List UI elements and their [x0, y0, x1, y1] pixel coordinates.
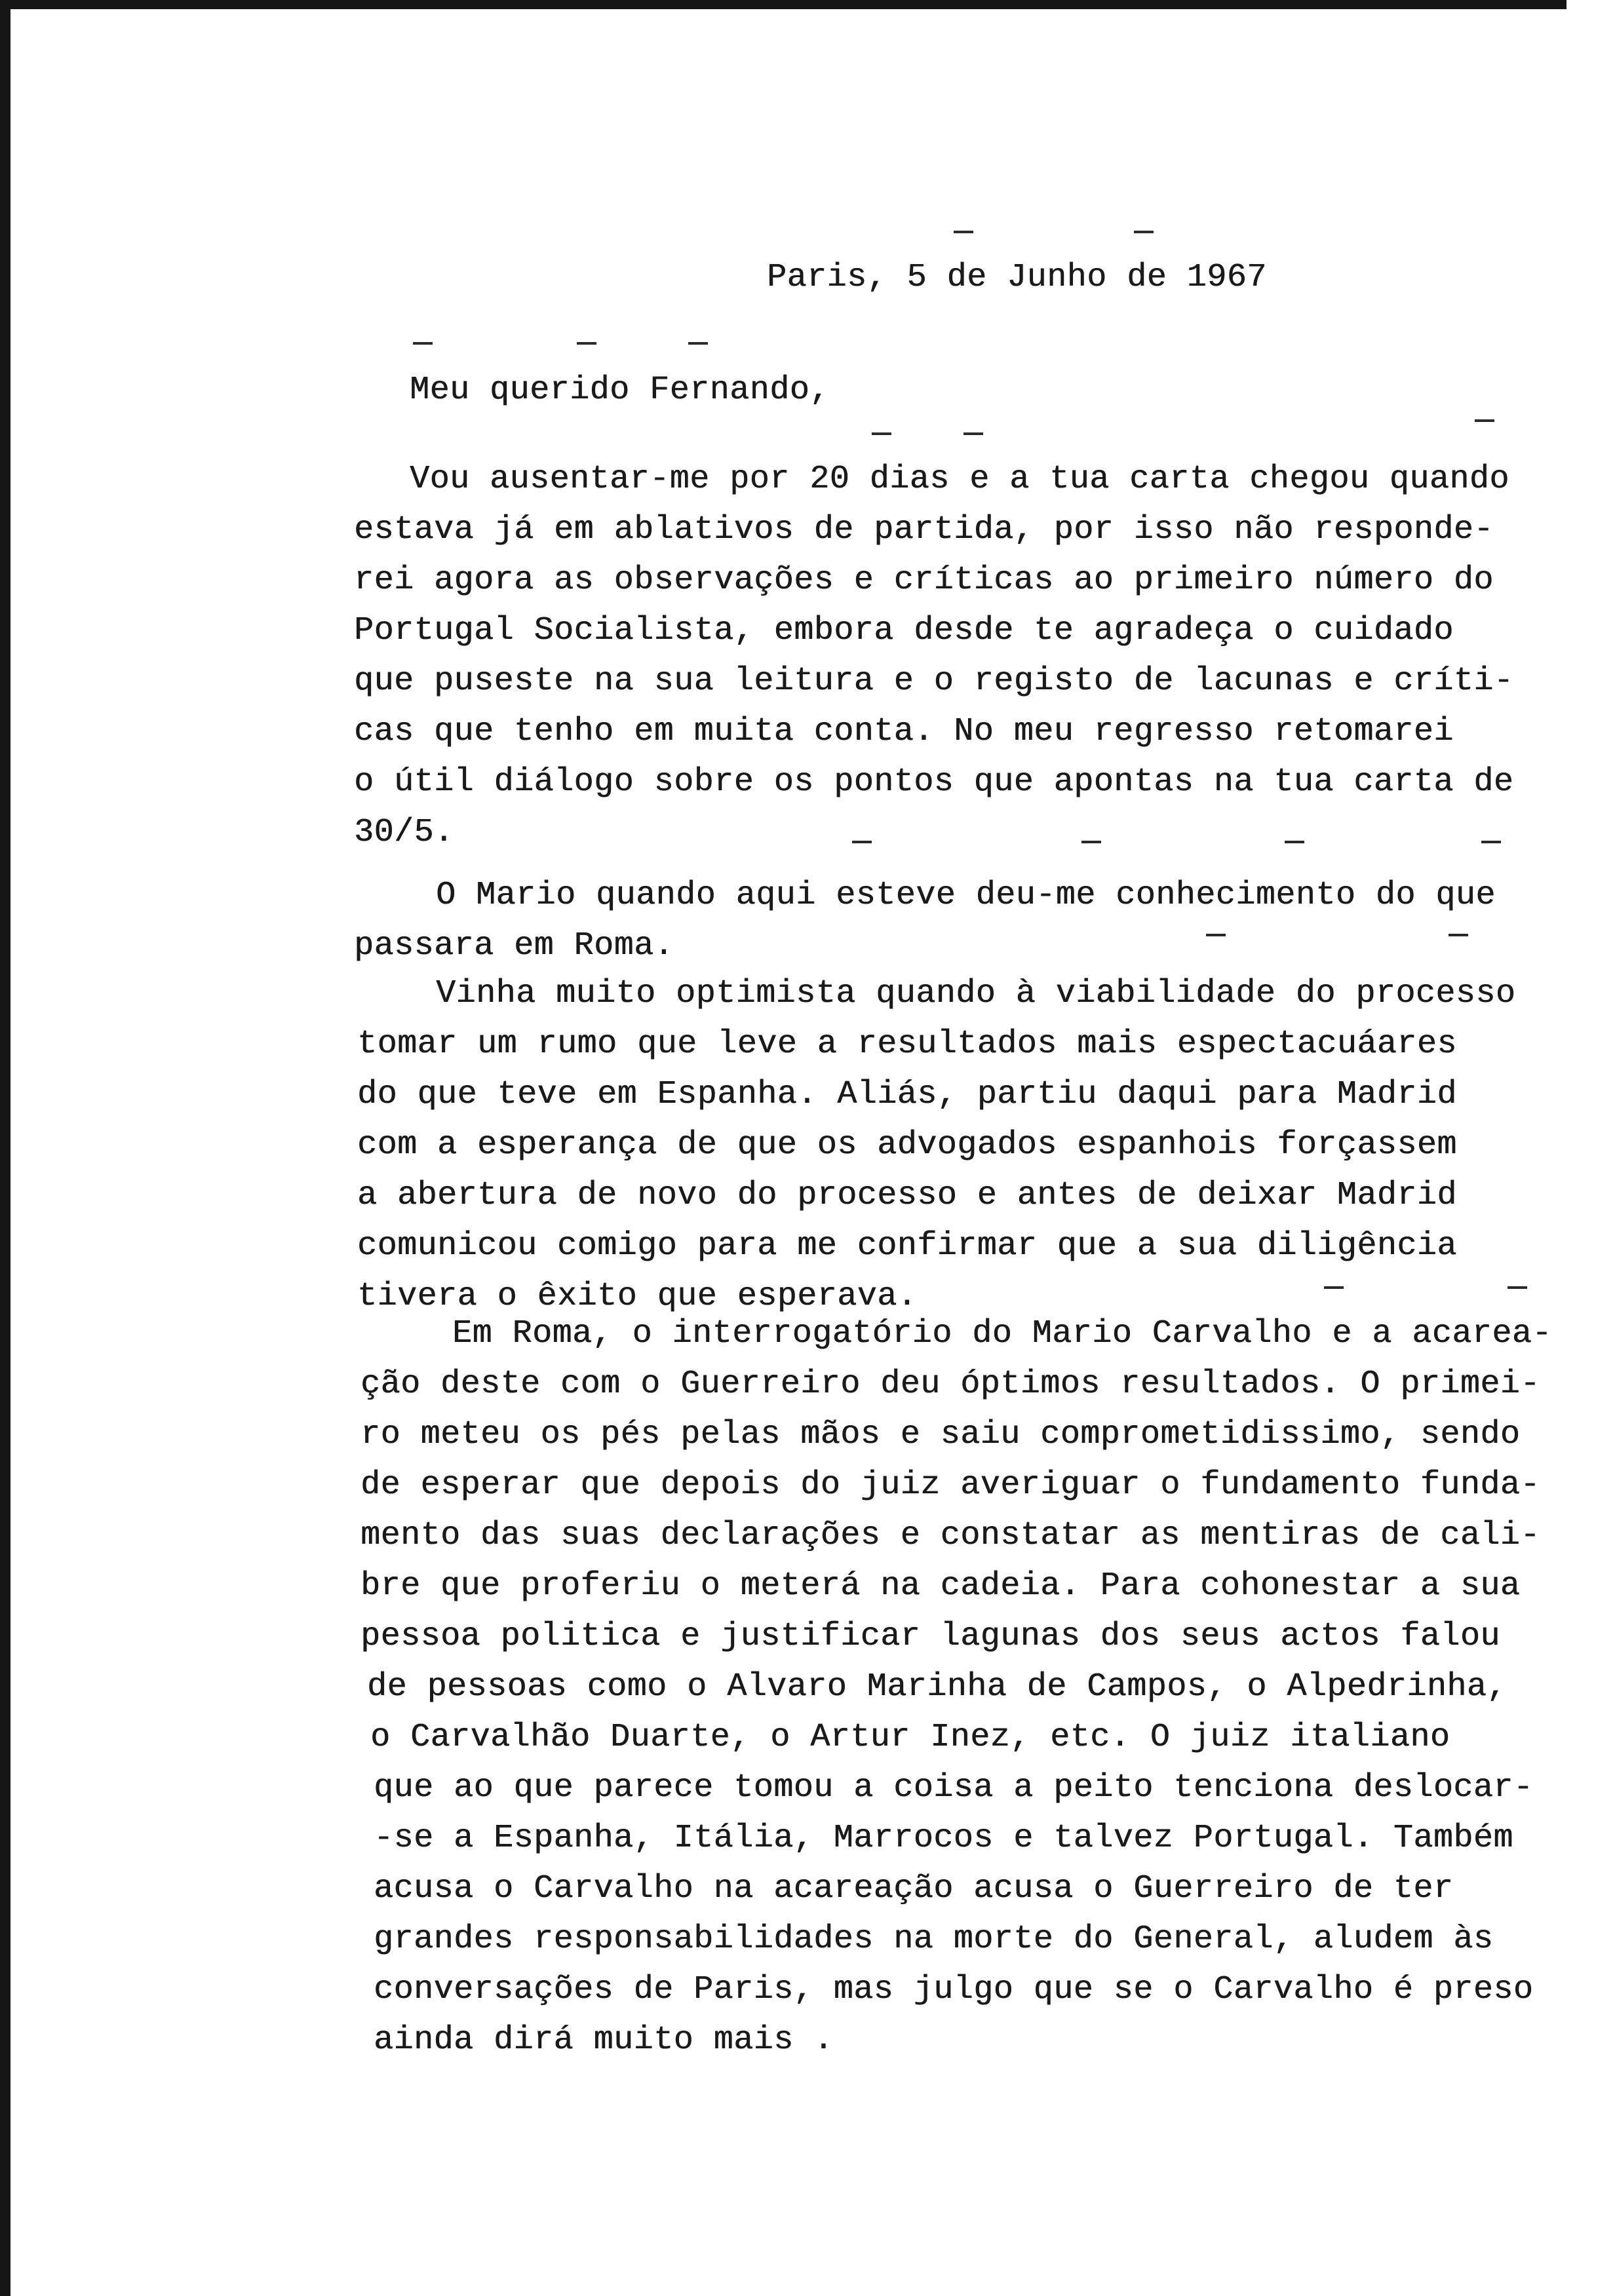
typewriter-mark	[1081, 841, 1101, 843]
salutation: Meu querido Fernando,	[410, 372, 830, 409]
paragraph-1-line: rei agora as observações e críticas ao primeiro número do	[354, 562, 1494, 599]
paragraph-1-line: cas que tenho em muita conta. No meu regresso retomarei	[354, 713, 1454, 750]
paragraph-1-line: Portugal Socialista, embora desde te agradeça o cuidado	[354, 612, 1454, 649]
paragraph-1-line: que puseste na sua leitura e o registo de lacunas e críti-	[354, 662, 1514, 700]
typewriter-mark	[1508, 1286, 1527, 1289]
paragraph-4-line: conversações de Paris, mas julgo que se o Carvalho é preso	[374, 1971, 1534, 2008]
paragraph-4-line: acusa o Carvalho na acareação acusa o Guerreiro de ter	[374, 1870, 1454, 1907]
paragraph-3-line: a abertura de novo do processo e antes de deixar Madrid	[357, 1177, 1457, 1214]
typewriter-mark	[413, 342, 433, 345]
paragraph-2-line: O Mario quando aqui esteve deu-me conhecimento do que	[436, 877, 1496, 914]
paragraph-3-line: tivera o êxito que esperava.	[357, 1278, 918, 1315]
paragraph-4-line: ro meteu os pés pelas mãos e saiu comprometidissimo, sendo	[360, 1416, 1521, 1453]
paragraph-3-line: Vinha muito optimista quando à viabilidade do processo	[436, 975, 1516, 1012]
typewriter-mark	[688, 342, 708, 345]
paragraph-1-line: 30/5.	[354, 814, 454, 851]
paragraph-4-line: bre que proferiu o meterá na cadeia. Para cohonestar a sua	[360, 1567, 1521, 1605]
paragraph-3-line: do que teve em Espanha. Aliás, partiu daqui para Madrid	[357, 1076, 1457, 1113]
paragraph-3-line: com a esperança de que os advogados espanhois forçassem	[357, 1126, 1457, 1164]
paragraph-4-line: de pessoas como o Alvaro Marinha de Campos, o Alpedrinha,	[367, 1668, 1507, 1706]
paragraph-4-line: pessoa politica e justificar lagunas dos seus actos falou	[360, 1618, 1500, 1655]
paragraph-4-line: ção deste com o Guerreiro deu óptimos resultados. O primei-	[360, 1366, 1540, 1403]
typewriter-mark	[1324, 1286, 1344, 1289]
paragraph-4-line: o Carvalhão Duarte, o Artur Inez, etc. O juiz italiano	[370, 1719, 1450, 1756]
paragraph-4-line: de esperar que depois do juiz averiguar o fundamento funda-	[360, 1466, 1540, 1504]
typewriter-mark	[1449, 934, 1468, 936]
paragraph-4-line: que ao que parece tomou a coisa a peito tenciona deslocar-	[374, 1769, 1534, 1807]
paragraph-3-line: tomar um rumo que leve a resultados mais espectacuáares	[357, 1025, 1457, 1063]
paragraph-1-line: Vou ausentar-me por 20 dias e a tua carta chegou quando	[410, 461, 1509, 498]
paragraph-1-line: o útil diálogo sobre os pontos que apontas na tua carta de	[354, 763, 1514, 801]
paragraph-4-line: Em Roma, o interrogatório do Mario Carvalho e a acarea-	[452, 1315, 1552, 1352]
paragraph-4-line: ainda dirá muito mais .	[374, 2021, 834, 2059]
scan-border-top	[0, 0, 1566, 9]
typewriter-mark	[852, 841, 872, 843]
typewriter-mark	[1475, 419, 1494, 422]
paragraph-3-line: comunicou comigo para me confirmar que a sua diligência	[357, 1227, 1457, 1265]
typewriter-mark	[872, 432, 891, 435]
dateline: Paris, 5 de Junho de 1967	[767, 259, 1267, 296]
typewriter-mark	[1206, 934, 1226, 936]
paragraph-4-line: grandes responsabilidades na morte do General, aludem às	[374, 1921, 1494, 1958]
paragraph-2-line: passara em Roma.	[354, 927, 674, 965]
paragraph-1-line: estava já em ablativos de partida, por isso não responde-	[354, 511, 1494, 548]
scan-border-left	[0, 0, 10, 2296]
typewriter-mark	[1134, 231, 1154, 233]
typewriter-mark	[954, 231, 973, 233]
typewriter-mark	[963, 432, 983, 435]
typewriter-mark	[577, 342, 596, 345]
typewriter-mark	[1481, 841, 1501, 843]
paragraph-4-line: -se a Espanha, Itália, Marrocos e talvez Portugal. Também	[374, 1820, 1513, 1857]
paragraph-4-line: mento das suas declarações e constatar as mentiras de cali-	[360, 1517, 1540, 1554]
typewriter-mark	[1285, 841, 1304, 843]
